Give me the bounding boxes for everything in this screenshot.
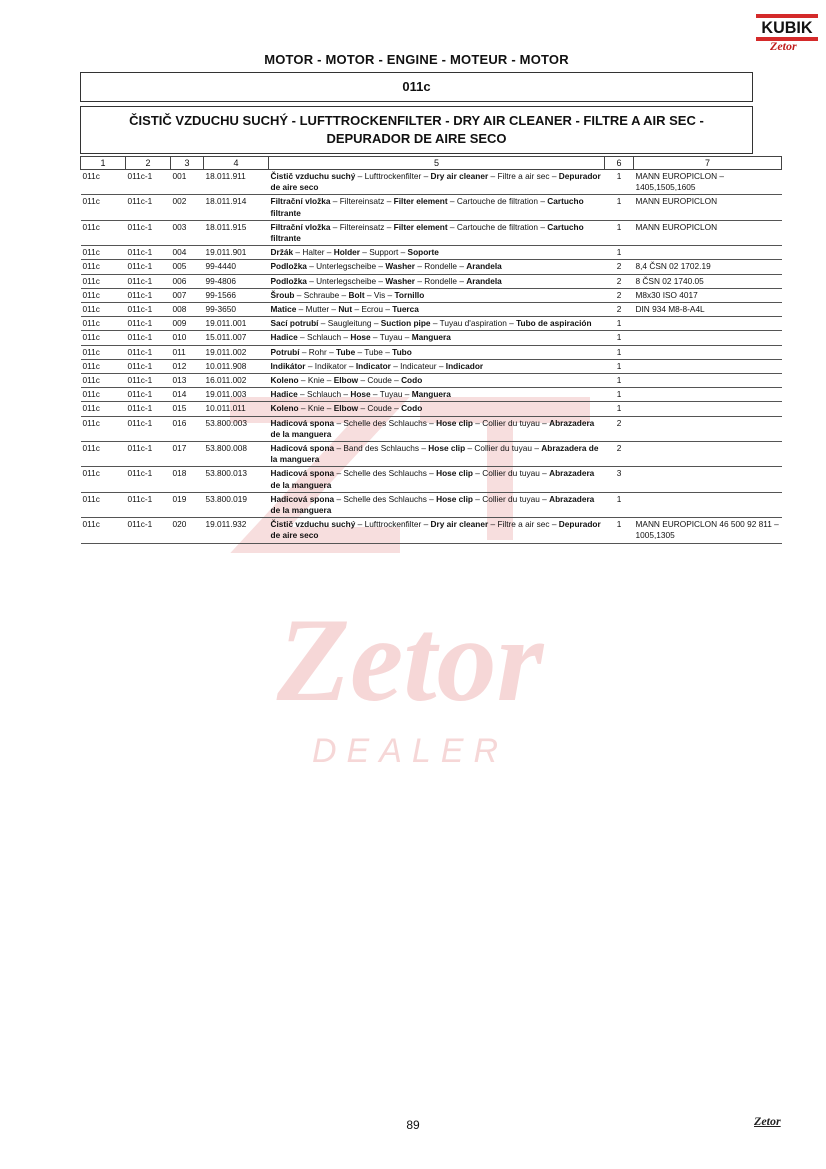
cell-c1: 011c [81,274,126,288]
cell-c1: 011c [81,288,126,302]
description-cz: Podložka [270,261,307,272]
description-es: Arandela [466,275,502,286]
table-row [81,195,782,220]
cell-description: Hadice – Schlauch – Hose – Tuyau – Manguera [269,331,605,345]
cell-note [634,374,782,388]
cell-description: Filtrační vložka – Filtereinsatz – Filter element – Cartouche de filtration – Cartucho filtrante [269,220,605,245]
description-es: Codo [401,375,423,386]
cell-c1: 011c [81,195,126,220]
cell-c2: 011c-1 [126,246,171,260]
zetor-footer-logo: Zetor [754,1114,781,1128]
cell-c2: 011c-1 [126,220,171,245]
cell-qty: 1 [605,195,634,220]
cell-description: Čistič vzduchu suchý – Lufttrockenfilter – Dry air cleaner – Filtre a air sec – Depurador de aire seco [269,170,605,195]
cell-c2: 011c-1 [126,467,171,492]
cell-c1: 011c [81,492,126,517]
cell-c3: 017 [171,442,204,467]
table-row [81,345,782,359]
description-en: Suction pipe [380,318,431,329]
cell-c2: 011c-1 [126,345,171,359]
cell-qty: 2 [605,260,634,274]
description-de: Schelle des Schlauchs [343,468,427,479]
cell-c1: 011c [81,260,126,274]
description-es: Tornillo [394,289,425,300]
cell-c3: 007 [171,288,204,302]
table-row [81,317,782,331]
cell-note [634,317,782,331]
watermark-sub: DEALER [311,732,509,770]
description-fr: Coude [367,375,392,386]
description-de: Schlauch [306,332,342,343]
description-fr: Rondelle [424,275,458,286]
description-cz: Filtrační vložka [270,196,331,207]
column-header: 5 [269,157,605,170]
description-es: Depurador de aire seco [270,171,601,193]
cell-description: Koleno – Knie – Elbow – Coude – Codo [269,374,605,388]
cell-c2: 011c-1 [126,518,171,543]
cell-description: Hadicová spona – Schelle des Schlauchs – Hose clip – Collier du tuyau – Abrazadera de la manguera [269,467,605,492]
description-en: Hose [350,332,371,343]
description-cz: Podložka [270,275,307,286]
cell-c1: 011c [81,317,126,331]
cell-c1: 011c [81,416,126,441]
description-es: Cartucho filtrante [270,196,584,218]
description-fr: Filtre a air sec [497,171,550,181]
watermark-brand: Zetor [276,593,544,726]
cell-qty: 1 [605,388,634,402]
description-de: Schelle des Schlauchs [343,493,427,504]
description-fr: Filtre a air sec [497,519,550,530]
cell-description: Hadicová spona – Band des Schlauchs – Hose clip – Collier du tuyau – Abrazadera de la manguera [269,442,605,467]
description-cz: Hadicová spona [270,417,335,428]
cell-c3: 011 [171,345,204,359]
cell-note: 8 ČSN 02 1740.05 [634,274,782,288]
description-fr: Collier du tuyau [482,468,540,479]
cell-c1: 011c [81,374,126,388]
kubik-logo-text: KUBIK [761,18,813,37]
cell-qty: 1 [605,492,634,517]
cell-description: Indikátor – Indikator – Indicator – Indicateur – Indicador [269,359,605,373]
cell-c1: 011c [81,246,126,260]
cell-note [634,442,782,467]
description-en: Hose clip [436,468,473,479]
description-de: Saugleitung [327,318,372,329]
cell-c4: 16.011.002 [204,374,269,388]
description-fr: Cartouche de filtration [456,196,539,207]
description-en: Elbow [333,403,359,414]
cell-c3: 003 [171,220,204,245]
cell-description: Sací potrubí – Saugleitung – Suction pipe – Tuyau d'aspiration – Tubo de aspiración [269,317,605,331]
cell-c4: 53.800.008 [204,442,269,467]
cell-description: Šroub – Schraube – Bolt – Vis – Tornillo [269,288,605,302]
description-fr: Coude [367,403,392,414]
cell-description: Hadicová spona – Schelle des Schlauchs – Hose clip – Collier du tuyau – Abrazadera de la manguera [269,416,605,441]
cell-c4: 19.011.003 [204,388,269,402]
column-header: 7 [634,157,782,170]
cell-qty: 1 [605,359,634,373]
cell-c3: 014 [171,388,204,402]
cell-note: DIN 934 M8-8-A4L [634,303,782,317]
description-cz: Šroub [270,289,295,300]
parts-table-body [81,170,782,544]
cell-qty: 1 [605,345,634,359]
cell-c2: 011c-1 [126,388,171,402]
parts-table [80,156,782,544]
description-de: Schlauch [306,389,342,400]
cell-c3: 018 [171,467,204,492]
cell-c4: 19.011.001 [204,317,269,331]
cell-c4: 99-4440 [204,260,269,274]
description-es: Depurador de aire seco [270,519,601,541]
table-row [81,359,782,373]
description-cz: Sací potrubí [270,318,319,329]
table-row [81,518,782,543]
cell-note [634,402,782,416]
cell-qty: 2 [605,288,634,302]
description-de: Schraube [303,289,340,300]
description-fr: Collier du tuyau [482,493,540,504]
description-en: Dry air cleaner [430,171,489,181]
description-cz: Indikátor [270,360,306,371]
description-cz: Hadice [270,332,298,343]
table-row [81,467,782,492]
description-cz: Hadicová spona [270,493,335,504]
description-es: Abrazadera de la manguera [270,443,599,465]
cell-c4: 53.800.013 [204,467,269,492]
description-es: Tuerca [392,304,419,315]
cell-note [634,359,782,373]
cell-c4: 99-1566 [204,288,269,302]
description-fr: Tuyau [379,332,403,343]
cell-c1: 011c [81,170,126,195]
cell-qty: 1 [605,170,634,195]
table-row [81,220,782,245]
cell-c2: 011c-1 [126,317,171,331]
description-es: Abrazadera de la manguera [270,468,595,490]
description-de: Lufttrockenfilter [364,519,422,530]
description-de: Mutter [305,304,330,315]
cell-note [634,246,782,260]
cell-note [634,388,782,402]
cell-c4: 19.011.901 [204,246,269,260]
cell-c3: 013 [171,374,204,388]
cell-c4: 53.800.003 [204,416,269,441]
cell-c4: 18.011.914 [204,195,269,220]
description-es: Cartucho filtrante [270,221,584,244]
group-code-box [80,72,753,102]
cell-c2: 011c-1 [126,288,171,302]
cell-c1: 011c [81,402,126,416]
description-fr: Tuyau d'aspiration [439,318,507,329]
cell-note [634,467,782,492]
kubik-logo [756,14,818,53]
cell-note [634,416,782,441]
table-row [81,288,782,302]
cell-c1: 011c [81,518,126,543]
cell-qty: 1 [605,518,634,543]
description-en: Filter element [393,196,448,207]
group-name-box [80,106,753,154]
cell-description: Potrubí – Rohr – Tube – Tube – Tubo [269,345,605,359]
group-code: 011c [402,79,431,94]
cell-c3: 004 [171,246,204,260]
description-cz: Hadice [270,389,298,400]
description-fr: Cartouche de filtration [456,221,539,232]
cell-note: M8x30 ISO 4017 [634,288,782,302]
cell-c3: 020 [171,518,204,543]
column-header: 1 [81,157,126,170]
group-name-line2: DEPURADOR DE AIRE SECO [326,131,507,146]
cell-c4: 99-3650 [204,303,269,317]
column-header: 3 [171,157,204,170]
cell-note [634,492,782,517]
group-name-line1: ČISTIČ VZDUCHU SUCHÝ - LUFTTROCKENFILTER - DRY AIR CLEANER - FILTRE A AIR SEC - [129,113,704,128]
cell-qty: 1 [605,246,634,260]
description-en: Holder [333,247,360,258]
cell-qty: 1 [605,402,634,416]
cell-c4: 15.011.007 [204,331,269,345]
cell-c3: 009 [171,317,204,331]
description-cz: Filtrační vložka [270,221,331,232]
cell-c1: 011c [81,345,126,359]
description-fr: Vis [373,289,386,300]
cell-c4: 99-4806 [204,274,269,288]
cell-description: Podložka – Unterlegscheibe – Washer – Rondelle – Arandela [269,260,605,274]
cell-c3: 006 [171,274,204,288]
cell-description: Matice – Mutter – Nut – Ecrou – Tuerca [269,303,605,317]
cell-description: Čistič vzduchu suchý – Lufttrockenfilter – Dry air cleaner – Filtre a air sec – Depurador de aire seco [269,518,605,543]
cell-c3: 005 [171,260,204,274]
description-cz: Hadicová spona [270,468,335,479]
cell-note [634,345,782,359]
description-en: Bolt [348,289,365,300]
cell-c1: 011c [81,220,126,245]
description-es: Arandela [466,261,502,272]
cell-c3: 002 [171,195,204,220]
cell-c2: 011c-1 [126,170,171,195]
description-cz: Hadicová spona [270,443,335,454]
cell-c4: 19.011.932 [204,518,269,543]
cell-note: 8,4 ČSN 02 1702.19 [634,260,782,274]
description-es: Abrazadera de la manguera [270,417,595,439]
table-row [81,303,782,317]
column-header: 4 [204,157,269,170]
description-de: Schelle des Schlauchs [343,417,427,428]
cell-c2: 011c-1 [126,442,171,467]
cell-qty: 2 [605,274,634,288]
description-es: Codo [401,403,423,414]
cell-c2: 011c-1 [126,374,171,388]
description-en: Washer [385,275,416,286]
description-fr: Collier du tuyau [474,443,533,454]
description-es: Manguera [411,389,451,400]
cell-qty: 1 [605,220,634,245]
table-header-row [81,157,782,170]
cell-qty: 1 [605,317,634,331]
description-fr: Tuyau [379,389,403,400]
cell-c2: 011c-1 [126,331,171,345]
cell-c2: 011c-1 [126,274,171,288]
cell-c2: 011c-1 [126,402,171,416]
cell-c4: 53.800.019 [204,492,269,517]
cell-c4: 10.011.011 [204,402,269,416]
cell-c3: 008 [171,303,204,317]
description-en: Tube [336,346,356,357]
description-cz: Čistič vzduchu suchý [270,519,356,530]
description-cz: Potrubí [270,346,300,357]
description-en: Elbow [333,375,359,386]
cell-c4: 19.011.002 [204,345,269,359]
cell-c3: 015 [171,402,204,416]
table-row [81,274,782,288]
description-fr: Collier du tuyau [482,417,540,428]
description-de: Lufttrockenfilter [364,171,422,181]
table-row [81,416,782,441]
cell-c1: 011c [81,388,126,402]
description-es: Manguera [411,332,451,343]
cell-c2: 011c-1 [126,195,171,220]
description-fr: Rondelle [424,261,458,272]
description-en: Hose clip [436,417,473,428]
cell-c4: 18.011.911 [204,170,269,195]
table-row [81,402,782,416]
table-row [81,442,782,467]
column-header: 6 [605,157,634,170]
description-de: Halter [302,247,325,258]
cell-qty: 3 [605,467,634,492]
cell-c2: 011c-1 [126,416,171,441]
cell-qty: 2 [605,442,634,467]
cell-c3: 001 [171,170,204,195]
cell-c1: 011c [81,442,126,467]
description-en: Nut [338,304,353,315]
description-de: Rohr [308,346,327,357]
table-row [81,492,782,517]
cell-c2: 011c-1 [126,492,171,517]
description-cz: Koleno [270,403,299,414]
cell-description: Koleno – Knie – Elbow – Coude – Codo [269,402,605,416]
cell-c3: 019 [171,492,204,517]
cell-c3: 012 [171,359,204,373]
description-es: Indicador [445,360,484,371]
cell-qty: 1 [605,331,634,345]
table-row [81,170,782,195]
description-de: Knie [307,375,325,386]
cell-qty: 2 [605,416,634,441]
cell-note: MANN EUROPICLON [634,220,782,245]
cell-c1: 011c [81,331,126,345]
cell-c2: 011c-1 [126,359,171,373]
table-row [81,388,782,402]
zetor-dealer-logo: Zetor [770,39,797,53]
description-fr: Ecrou [361,304,384,315]
description-cz: Čistič vzduchu suchý [270,171,356,181]
cell-c2: 011c-1 [126,303,171,317]
description-es: Tubo [392,346,412,357]
cell-qty: 1 [605,374,634,388]
cell-c4: 18.011.915 [204,220,269,245]
description-en: Indicator [355,360,391,371]
cell-note: MANN EUROPICLON – 1405,1505,1605 [634,170,782,195]
description-de: Unterlegscheibe [316,275,377,286]
description-de: Unterlegscheibe [316,261,377,272]
description-fr: Indicateur [400,360,437,371]
cell-description: Hadicová spona – Schelle des Schlauchs – Hose clip – Collier du tuyau – Abrazadera de la manguera [269,492,605,517]
description-fr: Tube [364,346,383,357]
cell-note: MANN EUROPICLON [634,195,782,220]
description-en: Hose clip [436,493,473,504]
cell-description: Hadice – Schlauch – Hose – Tuyau – Manguera [269,388,605,402]
cell-c3: 016 [171,416,204,441]
table-row [81,374,782,388]
description-cz: Matice [270,304,297,315]
description-de: Filtereinsatz [339,196,385,207]
description-en: Hose clip [428,443,466,454]
description-de: Filtereinsatz [339,221,385,232]
table-row [81,246,782,260]
description-es: Abrazadera de la manguera [270,493,595,516]
cell-description: Držák – Halter – Holder – Support – Soporte [269,246,605,260]
cell-description: Podložka – Unterlegscheibe – Washer – Rondelle – Arandela [269,274,605,288]
description-de: Knie [307,403,325,414]
description-es: Soporte [407,247,439,258]
table-row [81,260,782,274]
table-row [81,331,782,345]
cell-c3: 010 [171,331,204,345]
description-en: Dry air cleaner [430,519,489,530]
cell-c1: 011c [81,467,126,492]
cell-c4: 10.011.908 [204,359,269,373]
page-title: MOTOR - MOTOR - ENGINE - MOTEUR - MOTOR [264,52,569,67]
description-en: Washer [385,261,416,272]
cell-note: MANN EUROPICLON 46 500 92 811 – 1005,1305 [634,518,782,543]
description-de: Indikator [314,360,347,371]
cell-qty: 2 [605,303,634,317]
description-es: Tubo de aspiración [516,318,592,329]
description-fr: Support [369,247,399,258]
description-en: Filter element [393,221,448,232]
cell-c1: 011c [81,359,126,373]
description-cz: Koleno [270,375,299,386]
cell-c1: 011c [81,303,126,317]
column-header: 2 [126,157,171,170]
cell-description: Filtrační vložka – Filtereinsatz – Filter element – Cartouche de filtration – Cartucho filtrante [269,195,605,220]
description-de: Band des Schlauchs [343,443,420,454]
page-number: 89 [406,1118,420,1132]
description-cz: Držák [270,247,294,258]
cell-note [634,331,782,345]
cell-c2: 011c-1 [126,260,171,274]
description-en: Hose [350,389,371,400]
